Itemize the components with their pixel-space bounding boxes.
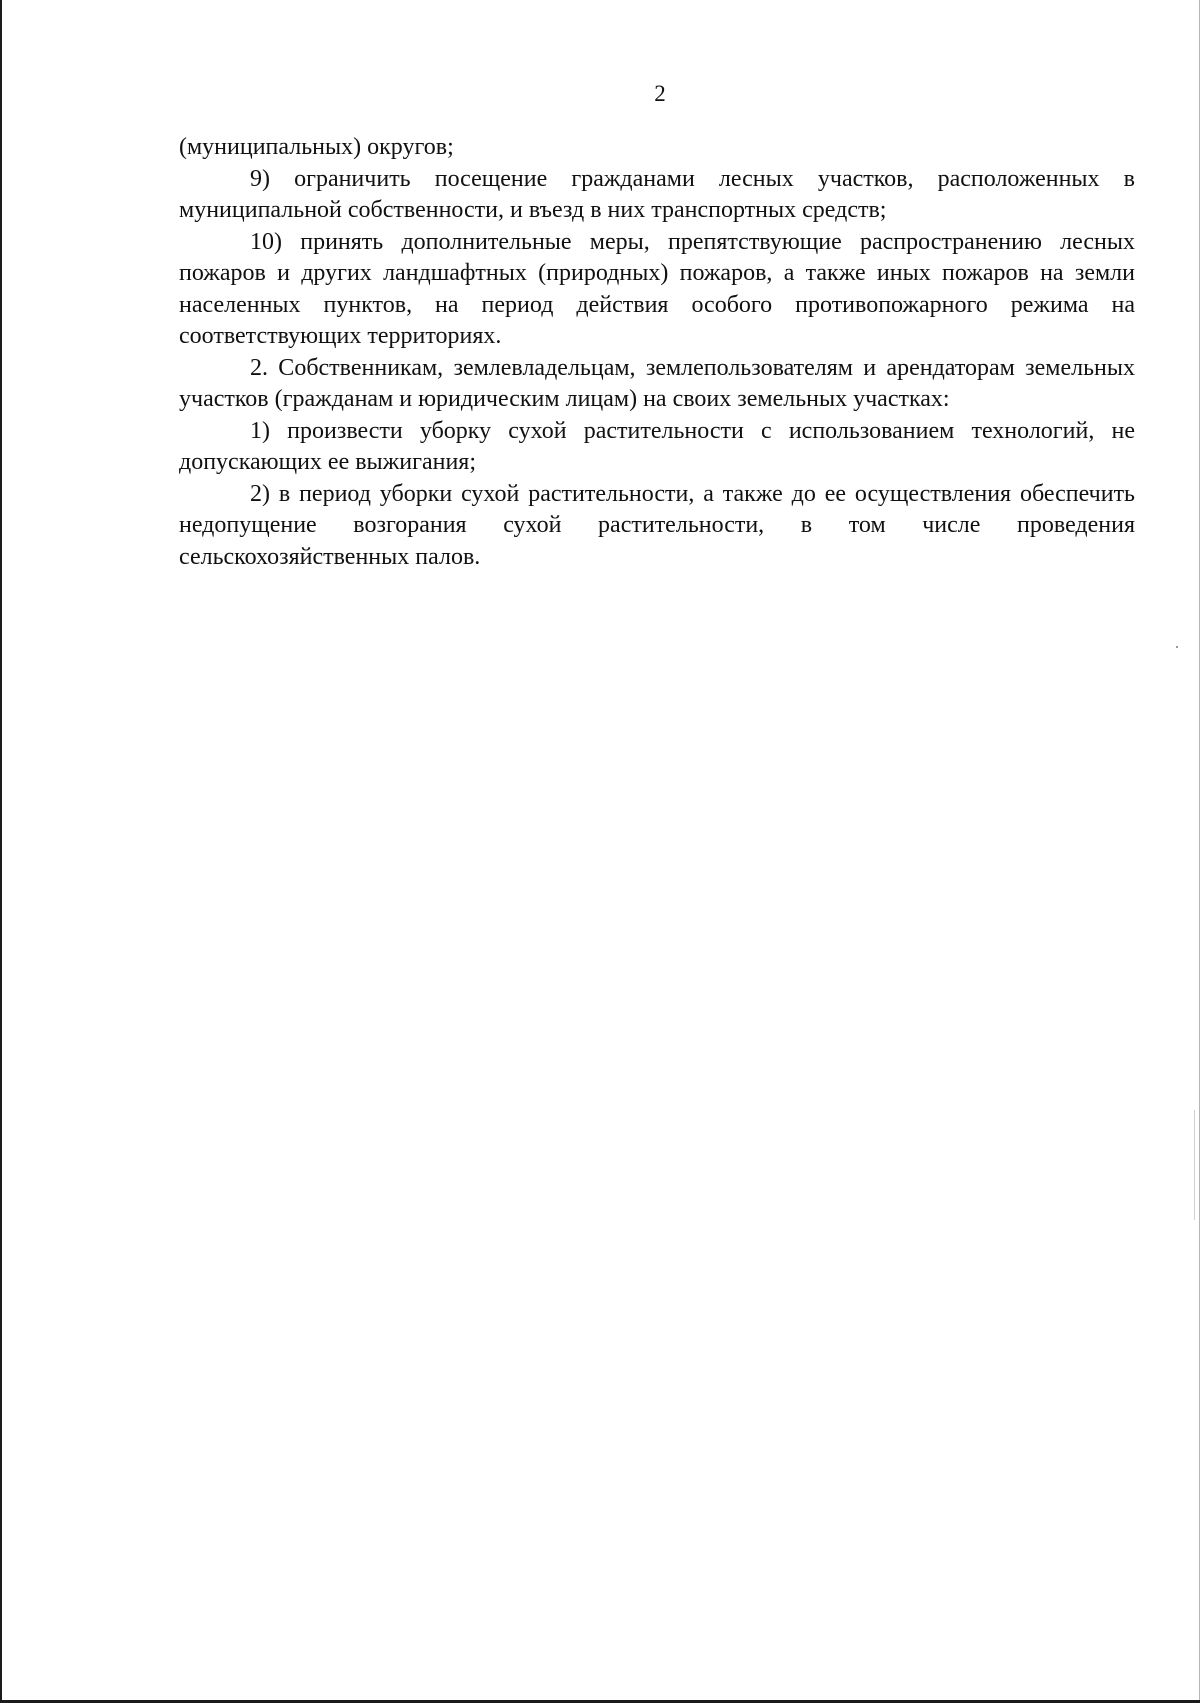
document-body [179, 132, 1135, 573]
paragraph-item-9: 9) ограничить посещение гражданами лесных участков, расположенных в муниципальной собственности, и въезд в них транспортных средств; [179, 165, 1135, 223]
scan-speck [1194, 1110, 1195, 1220]
paragraph-municipal-districts: (муниципальных) округов; [179, 134, 454, 160]
scan-edge-left [0, 0, 2, 1703]
paragraph-section-2: 2. Собственникам, землевладельцам, землепользователям и арендаторам земельных участков (гражданам и юридическим лицам) на своих земельных участках: [179, 354, 1135, 412]
paragraph-subitem-2: 2) в период уборки сухой растительности, а также до ее осуществления обеспечить недопущение возгорания сухой растительности, в том числе проведения сельскохозяйственных палов. [179, 480, 1135, 570]
paragraph-item-10: 10) принять дополнительные меры, препятствующие распространению лесных пожаров и других ландшафтных (природных) пожаров, а также иных пожаров на земли населенных пунктов, на период действия особого противопожарного режима на соответствующих территориях. [179, 228, 1135, 349]
page-number: 2 [654, 81, 666, 106]
paragraph-subitem-1: 1) произвести уборку сухой растительности с использованием технологий, не допускающих ее выжигания; [179, 417, 1135, 475]
scan-speck [1176, 646, 1178, 648]
